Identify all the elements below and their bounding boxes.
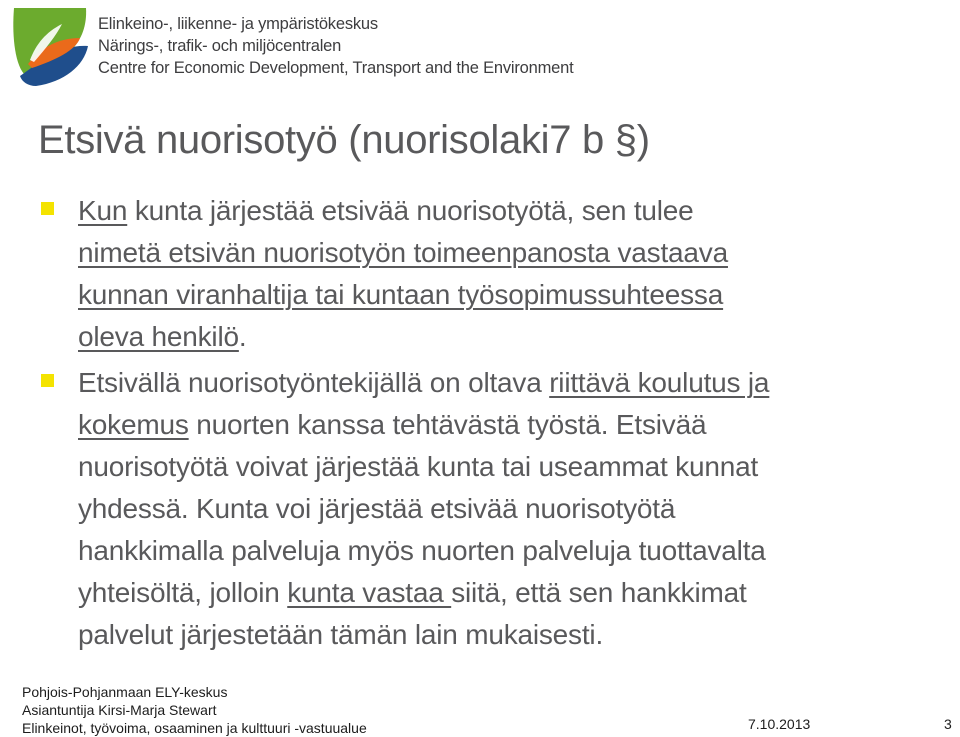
org-line-sv: Närings-, trafik- och miljöcentralen (98, 37, 342, 55)
bullet-list (38, 190, 960, 656)
text: siitä, että sen hankkimat (451, 577, 747, 608)
text: kunta järjestää etsivää nuorisotyötä, sen tulee (127, 195, 694, 226)
organization-name (98, 13, 574, 79)
page-number: 3 (944, 716, 952, 732)
bullet-item-1 (38, 190, 960, 358)
bullet2-line2 (78, 404, 960, 446)
underlined-text: Kun (78, 195, 128, 226)
text: Etsivällä nuorisotyöntekijällä on oltava (78, 367, 550, 398)
text: . (238, 321, 247, 352)
bullet1-line4 (78, 316, 960, 358)
bullet2-line5: hankkimalla palveluja myös nuorten palveluja tuottavalta (78, 535, 766, 566)
underlined-text: oleva henkilö (78, 321, 239, 352)
text: yhteisöltä, jolloin (78, 577, 288, 608)
org-line-fi: Elinkeino-, liikenne- ja ympäristökeskus (98, 15, 378, 33)
bullet2-line7: palvelut järjestetään tämän lain mukaisesti. (78, 619, 604, 650)
slide-date: 7.10.2013 (748, 716, 811, 732)
org-line-en: Centre for Economic Development, Transport and the Environment (98, 59, 574, 77)
bullet1-line3 (78, 274, 960, 316)
bullet2-line6 (78, 572, 960, 614)
bullet-item-2 (38, 362, 960, 656)
underlined-text: kunta vastaa (287, 577, 452, 608)
bullet2-line4: yhdessä. Kunta voi järjestää etsivää nuorisotyötä (78, 493, 676, 524)
footer (22, 683, 367, 737)
underlined-text: kokemus (78, 409, 189, 440)
square-bullet-icon (41, 374, 54, 387)
slide-title: Etsivä nuorisotyö (nuorisolaki7 b §) (38, 118, 650, 162)
underlined-text: nimetä etsivän nuorisotyön toimeenpanosta vastaava (78, 237, 728, 268)
bullet2-line1 (78, 362, 960, 404)
underlined-text: riittävä koulutus ja (549, 367, 770, 398)
footer-author: Asiantuntija Kirsi-Marja Stewart (22, 702, 217, 718)
ely-logo-icon (6, 2, 92, 88)
bullet2-line3: nuorisotyötä voivat järjestää kunta tai useammat kunnat (78, 451, 759, 482)
footer-org: Pohjois-Pohjanmaan ELY-keskus (22, 684, 228, 700)
bullet1-line2 (78, 232, 960, 274)
underlined-text: kunnan viranhaltija tai kuntaan työsopimussuhteessa (78, 279, 724, 310)
square-bullet-icon (41, 202, 54, 215)
text: nuorten kanssa tehtävästä työstä. Etsivää (188, 409, 707, 440)
bullet1-line1 (78, 190, 960, 232)
footer-unit: Elinkeinot, työvoima, osaaminen ja kulttuuri -vastuualue (22, 720, 367, 736)
